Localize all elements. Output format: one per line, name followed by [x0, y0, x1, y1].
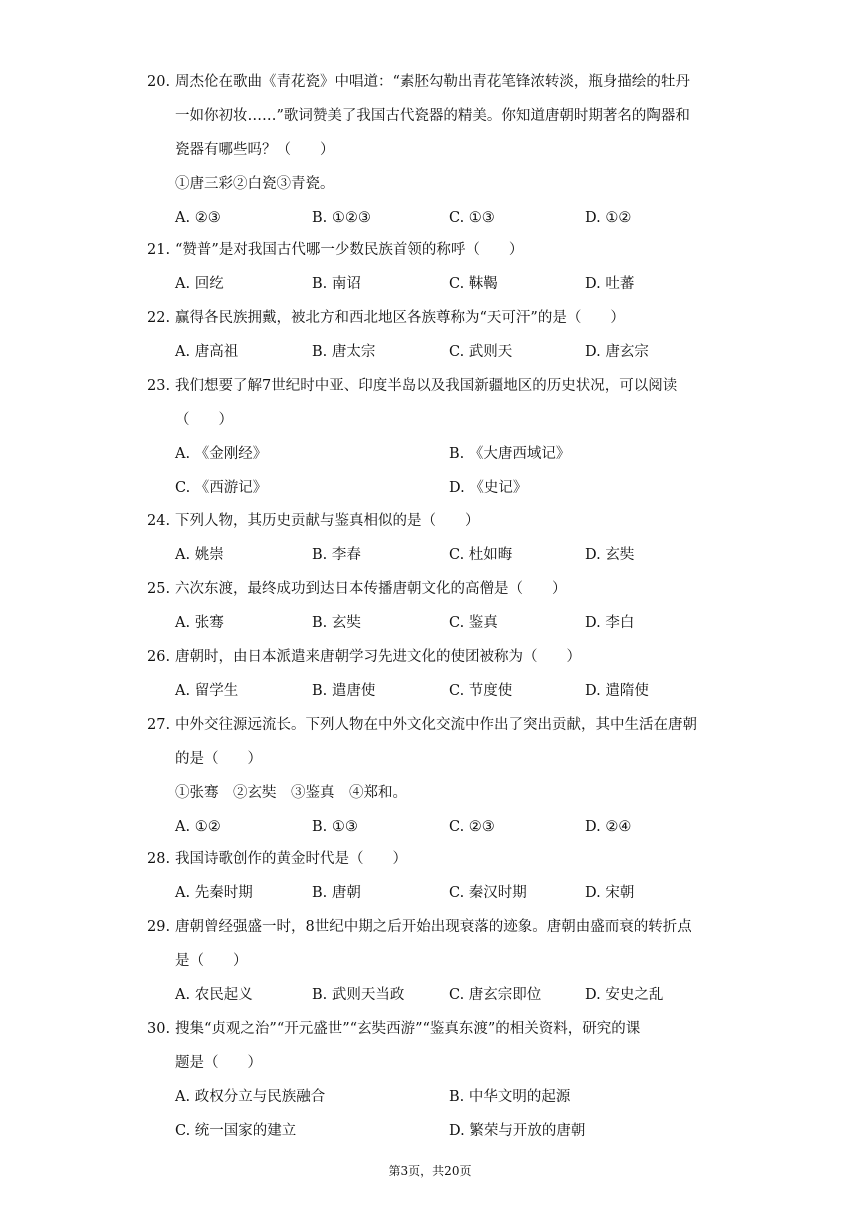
option-b: B. 武则天当政: [312, 987, 405, 1003]
option-c: C. 秦汉时期: [449, 885, 527, 901]
question-number: 21.: [147, 242, 171, 258]
question-text: “赞普”是对我国古代哪一少数民族首领的称呼（ ）: [175, 242, 524, 258]
options-row: [175, 606, 727, 640]
option-d: D. 玄奘: [585, 547, 635, 563]
option-d: D. 宋朝: [585, 885, 635, 901]
question-number: 27.: [147, 717, 171, 733]
question-number: 23.: [147, 378, 171, 394]
question-22: [147, 301, 727, 369]
question-number: 26.: [147, 649, 171, 665]
question-text: 唐朝时，由日本派遣来唐朝学习先进文化的使团被称为（ ）: [175, 649, 581, 665]
option-b: B. 《大唐西域记》: [449, 446, 571, 462]
option-a: A. 唐高祖: [175, 344, 239, 360]
option-a: A. ②③: [175, 210, 221, 226]
option-b: B. 中华文明的起源: [449, 1089, 571, 1105]
option-b: B. ①③: [312, 819, 358, 835]
question-text: 我们想要了解7世纪时中亚、印度半岛以及我国新疆地区的历史状况，可以阅读: [175, 378, 678, 394]
question-text: 下列人物，其历史贡献与鉴真相似的是（ ）: [175, 513, 480, 529]
option-d: D. 《史记》: [449, 480, 528, 496]
option-c: C. 唐玄宗即位: [449, 987, 542, 1003]
option-c: C. 杜如晦: [449, 547, 513, 563]
options-row: [175, 201, 727, 235]
question-20: [147, 65, 727, 235]
option-d: D. 李白: [585, 615, 635, 631]
question-text: 唐朝曾经强盛一时，8世纪中期之后开始出现衰落的迹象。唐朝由盛而衰的转折点: [175, 919, 692, 935]
options-row: [175, 335, 727, 369]
option-d: D. 唐玄宗: [585, 344, 649, 360]
question-27: [147, 708, 727, 844]
options-row: [175, 876, 727, 910]
option-a: A. 姚崇: [175, 547, 224, 563]
option-b: B. 唐朝: [312, 885, 361, 901]
question-24: [147, 504, 727, 572]
question-number: 20.: [147, 74, 171, 90]
question-28: [147, 842, 727, 910]
option-a: A. 先秦时期: [175, 885, 253, 901]
question-number: 30.: [147, 1021, 171, 1037]
option-d: D. 遣隋使: [585, 683, 649, 699]
question-text: 我国诗歌创作的黄金时代是（ ）: [175, 851, 407, 867]
options-row: [175, 538, 727, 572]
question-text: 搜集“贞观之治”“开元盛世”“玄奘西游”“鉴真东渡”的相关资料，研究的课: [175, 1021, 641, 1037]
option-d: D. ①②: [585, 210, 632, 226]
question-text: ①唐三彩②白瓷③青瓷。: [175, 176, 335, 192]
option-b: B. 唐太宗: [312, 344, 376, 360]
option-c: C. ②③: [449, 819, 495, 835]
option-c: C. 武则天: [449, 344, 513, 360]
options-row: [175, 1080, 727, 1114]
option-c: C. 靺鞨: [449, 276, 498, 292]
question-number: 25.: [147, 581, 171, 597]
options-row: [175, 471, 727, 505]
question-30: [147, 1012, 727, 1148]
question-23: [147, 369, 727, 505]
option-d: D. 吐蕃: [585, 276, 635, 292]
question-26: [147, 640, 727, 708]
option-c: C. 节度使: [449, 683, 513, 699]
option-c: C. 鉴真: [449, 615, 498, 631]
option-d: D. ②④: [585, 819, 632, 835]
question-text: 的是（ ）: [175, 751, 262, 767]
option-a: A. 留学生: [175, 683, 239, 699]
options-row: [175, 267, 727, 301]
question-number: 22.: [147, 310, 171, 326]
option-a: A. 回纥: [175, 276, 224, 292]
option-a: A. 《金刚经》: [175, 446, 268, 462]
question-text: 赢得各民族拥戴，被北方和西北地区各族尊称为“天可汗”的是（ ）: [175, 310, 625, 326]
option-c: C. ①③: [449, 210, 495, 226]
question-text: （ ）: [175, 412, 233, 428]
option-a: A. 农民起义: [175, 987, 253, 1003]
question-number: 29.: [147, 919, 171, 935]
question-text: 瓷器有哪些吗？（ ）: [175, 142, 335, 158]
option-a: A. 张骞: [175, 615, 224, 631]
option-a: A. ①②: [175, 819, 221, 835]
question-text: 六次东渡，最终成功到达日本传播唐朝文化的高僧是（ ）: [175, 581, 567, 597]
options-row: [175, 1114, 727, 1148]
question-text: 周杰伦在歌曲《青花瓷》中唱道：“素胚勾勒出青花笔锋浓转淡，瓶身描绘的牡丹: [175, 74, 690, 90]
option-c: C. 《西游记》: [175, 480, 268, 496]
question-text: 题是（ ）: [175, 1055, 262, 1071]
option-b: B. 李春: [312, 547, 361, 563]
option-c: C. 统一国家的建立: [175, 1123, 297, 1139]
options-row: [175, 674, 727, 708]
options-row: [175, 437, 727, 471]
question-number: 24.: [147, 513, 171, 529]
question-21: [147, 233, 727, 301]
question-29: [147, 910, 727, 1012]
option-b: B. ①②③: [312, 210, 371, 226]
page-footer: 第3页，共20页: [388, 1164, 472, 1178]
question-number: 28.: [147, 851, 171, 867]
option-d: D. 繁荣与开放的唐朝: [449, 1123, 586, 1139]
option-a: A. 政权分立与民族融合: [175, 1089, 326, 1105]
option-d: D. 安史之乱: [585, 987, 664, 1003]
question-25: [147, 572, 727, 640]
question-text: ①张骞 ②玄奘 ③鉴真 ④郑和。: [175, 785, 407, 801]
options-row: [175, 810, 727, 844]
options-row: [175, 978, 727, 1012]
option-b: B. 南诏: [312, 276, 361, 292]
question-text: 中外交往源远流长。下列人物在中外文化交流中作出了突出贡献，其中生活在唐朝: [175, 717, 697, 733]
option-b: B. 遣唐使: [312, 683, 376, 699]
question-text: 是（ ）: [175, 953, 248, 969]
question-text: 一如你初妆……”歌词赞美了我国古代瓷器的精美。你知道唐朝时期著名的陶器和: [175, 108, 690, 124]
option-b: B. 玄奘: [312, 615, 361, 631]
